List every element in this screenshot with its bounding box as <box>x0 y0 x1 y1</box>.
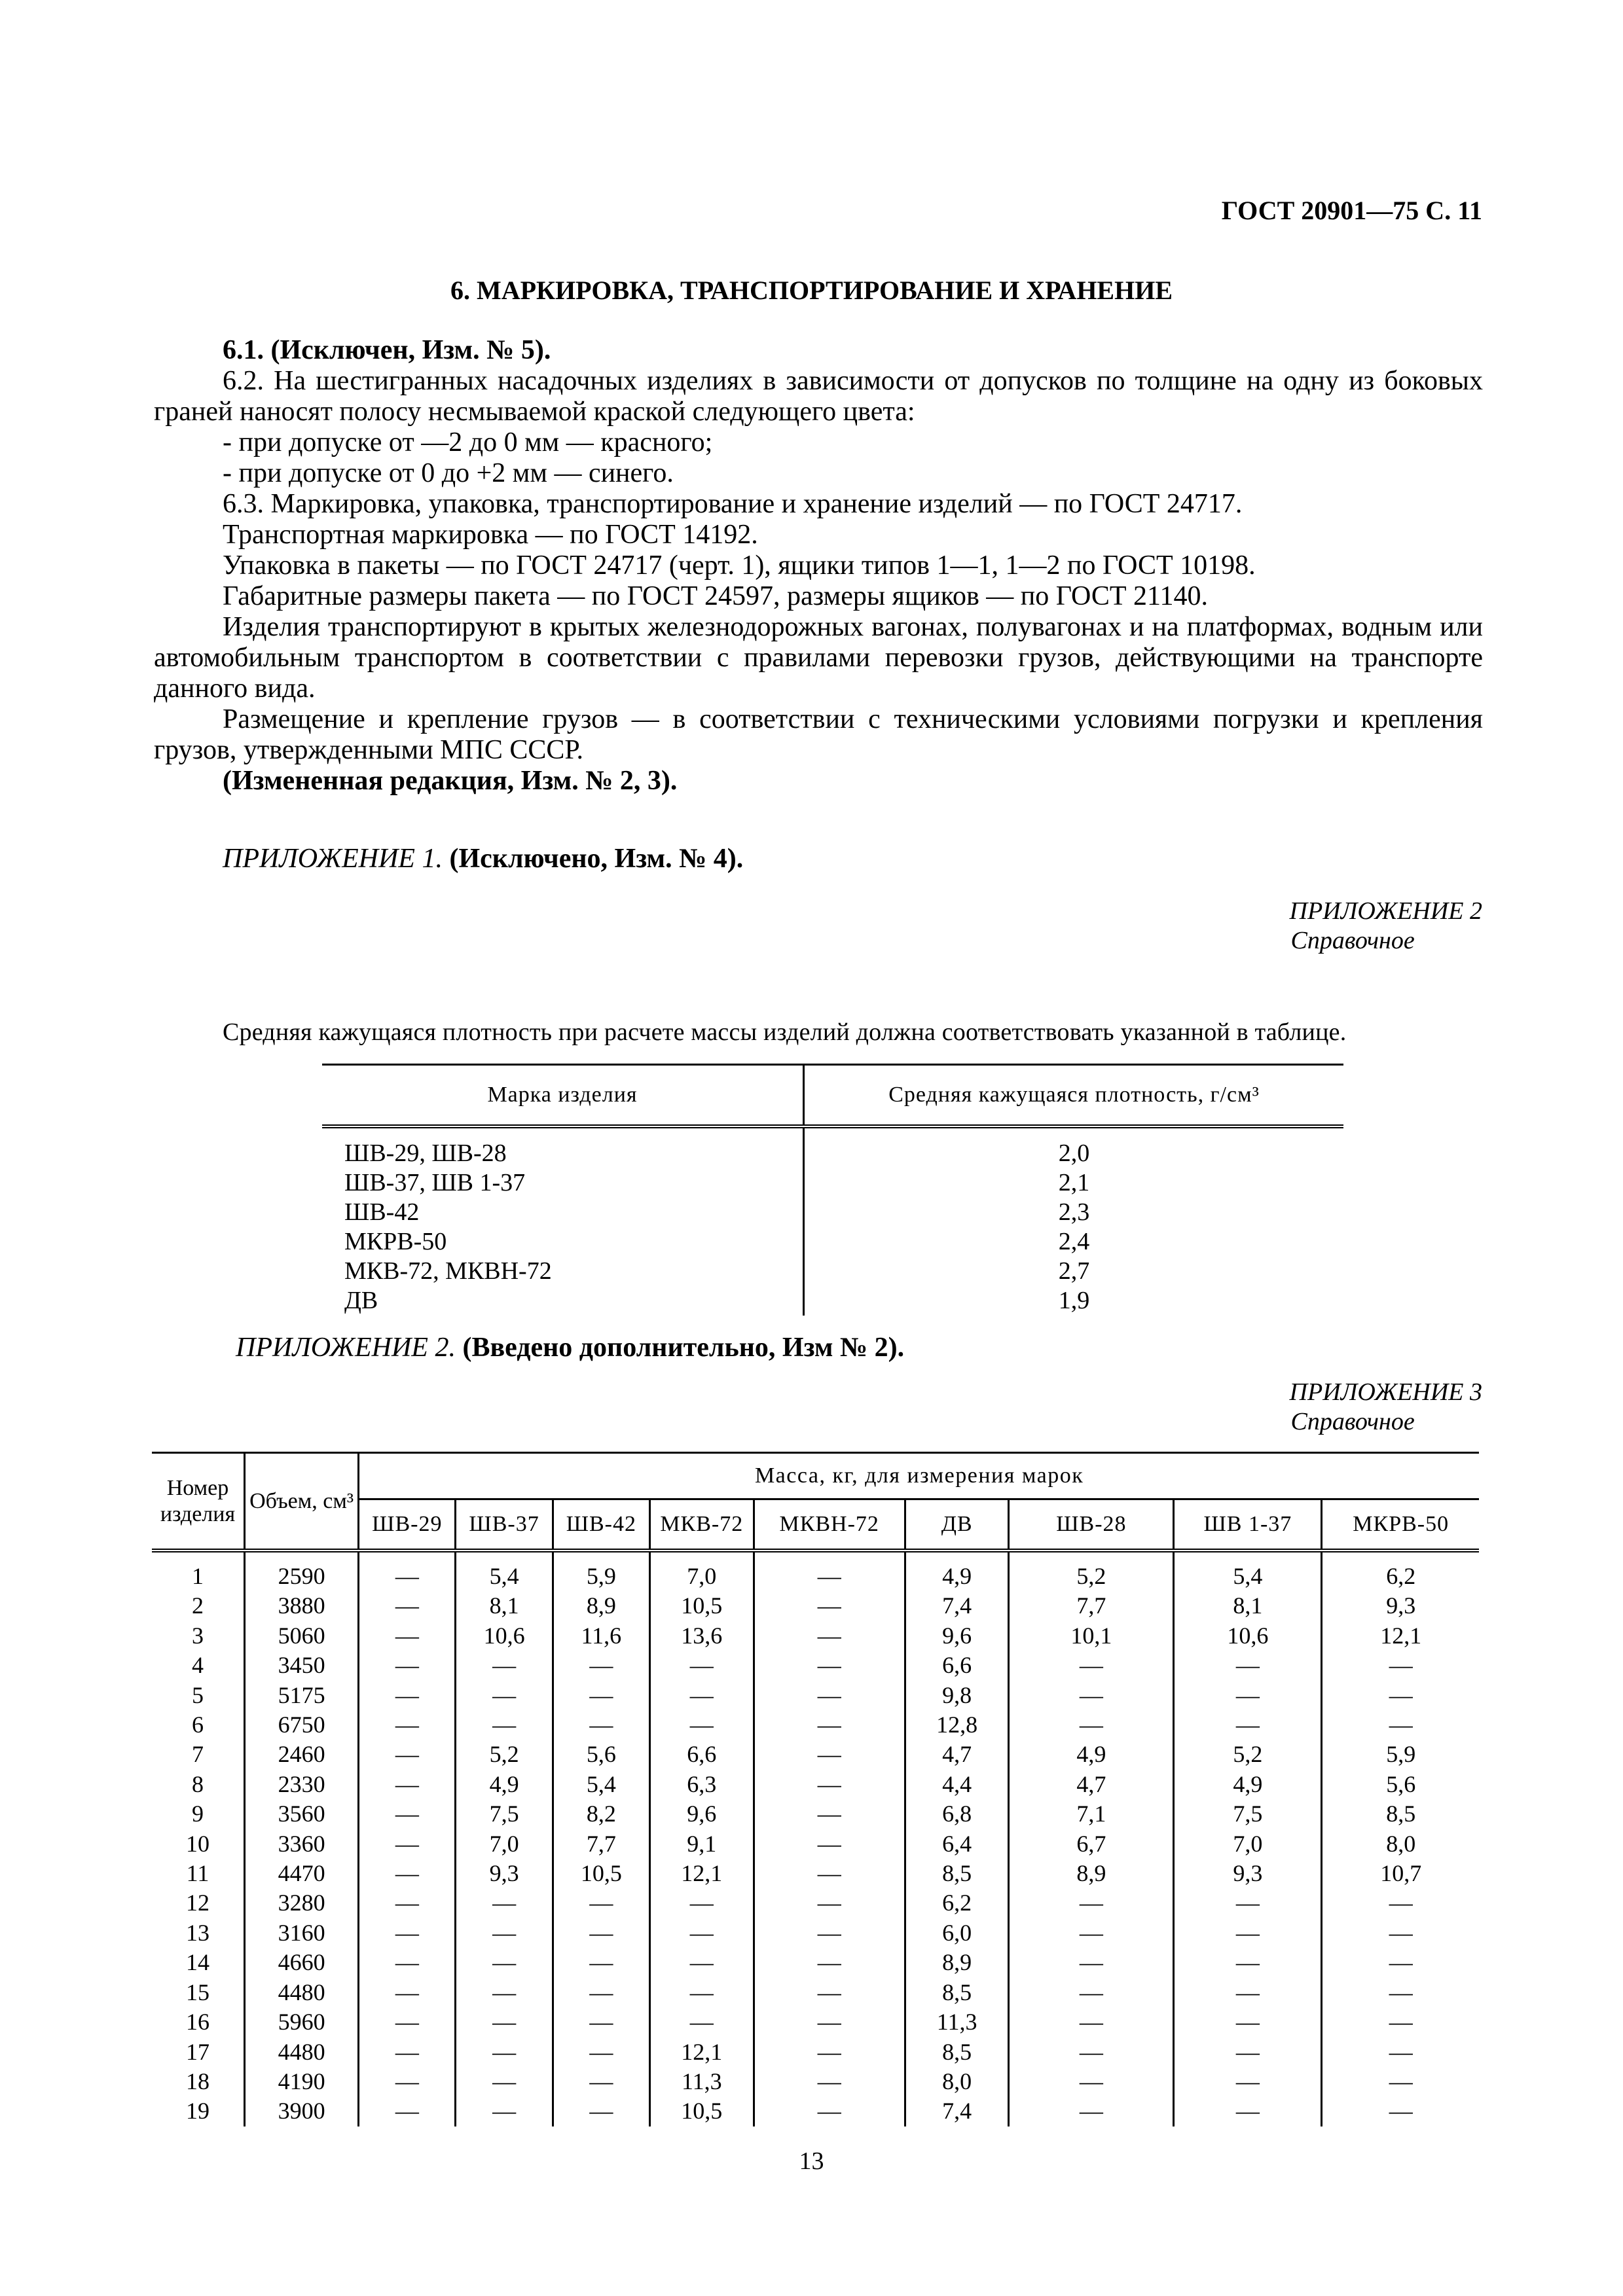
mass-value-cell: 5,9 <box>1322 1740 1479 1769</box>
mass-value-cell: 9,3 <box>456 1859 553 1888</box>
mass-value-cell: 4,9 <box>1174 1770 1322 1799</box>
mass-value-cell: — <box>1174 1681 1322 1710</box>
mass-value-cell: — <box>1322 1948 1479 1977</box>
mass-value-cell: 8,9 <box>905 1948 1009 1977</box>
mass-value-cell: — <box>553 1948 649 1977</box>
mass-value-cell: — <box>456 1710 553 1740</box>
mass-value-cell: 9,8 <box>905 1681 1009 1710</box>
mass-volume-cell: 3360 <box>245 1829 359 1859</box>
mass-value-cell: — <box>649 1948 754 1977</box>
mass-value-cell: — <box>754 1710 905 1740</box>
mass-volume-cell: 3880 <box>245 1591 359 1621</box>
mass-mark-header: ШВ-37 <box>456 1499 553 1551</box>
mass-value-cell: 4,7 <box>905 1740 1009 1769</box>
mass-value-cell: — <box>456 1918 553 1948</box>
mass-value-cell: 8,9 <box>1009 1859 1174 1888</box>
mass-number-cell: 5 <box>192 1681 204 1708</box>
density-col-value: Средняя кажущаяся плотность, г/см³ <box>804 1065 1344 1127</box>
mass-value-cell: — <box>754 1681 905 1710</box>
density-row <box>322 1126 1343 1168</box>
mass-value-cell: 7,0 <box>649 1551 754 1591</box>
mass-value-cell: 11,6 <box>553 1621 649 1651</box>
mass-number-cell: 13 <box>186 1919 210 1946</box>
mass-value-cell: — <box>754 1799 905 1829</box>
mass-value-cell: — <box>359 1551 456 1591</box>
mass-value-cell: — <box>649 2007 754 2037</box>
mass-value-cell: 6,3 <box>649 1770 754 1799</box>
mass-row <box>152 2037 1479 2067</box>
mass-value-cell: 8,9 <box>553 1591 649 1621</box>
density-table <box>322 1064 1343 1316</box>
paragraph-6-2: 6.2. На шестигранных насадочных изделиях в зависимости от допусков по толщине на одну из боковых граней наносят полосу несмываемой краской следующего цвета: <box>154 366 1483 427</box>
mass-value-cell: — <box>754 2037 905 2067</box>
appendix-2-header <box>1290 897 1482 956</box>
mass-value-cell: — <box>649 1651 754 1680</box>
mass-value-cell: — <box>754 1888 905 1918</box>
density-row <box>322 1286 1343 1316</box>
mass-value-cell: 10,5 <box>649 2096 754 2126</box>
mass-value-cell: 8,0 <box>905 2067 1009 2096</box>
mass-value-cell: — <box>1322 2067 1479 2096</box>
paragraph-6-3-packing: Упаковка в пакеты — по ГОСТ 24717 (черт. 1), ящики типов 1—1, 1—2 по ГОСТ 10198. <box>223 550 1256 581</box>
mass-value-cell: 9,1 <box>649 1829 754 1859</box>
mass-value-cell: — <box>1009 1888 1174 1918</box>
mass-value-cell: 7,7 <box>553 1829 649 1859</box>
mass-value-cell: — <box>649 1978 754 2007</box>
mass-value-cell: — <box>1174 1651 1322 1680</box>
mass-mark-header: ШВ-42 <box>553 1499 649 1551</box>
mass-value-cell: 5,4 <box>1174 1551 1322 1591</box>
mass-value-cell: — <box>553 1710 649 1740</box>
mass-volume-cell: 4660 <box>245 1948 359 1977</box>
mass-value-cell: — <box>1322 2037 1479 2067</box>
mass-value-cell: — <box>1322 1918 1479 1948</box>
mass-value-cell: — <box>359 1621 456 1651</box>
mass-value-cell: — <box>1174 1710 1322 1740</box>
mass-value-cell: 5,2 <box>456 1740 553 1769</box>
mass-value-cell: — <box>649 1710 754 1740</box>
density-row <box>322 1257 1343 1286</box>
mass-value-cell: 10,6 <box>456 1621 553 1651</box>
density-mark-cell: МКРВ-50 <box>322 1227 804 1257</box>
mass-value-cell: — <box>649 1918 754 1948</box>
mass-value-cell: 4,9 <box>905 1551 1009 1591</box>
mass-value-cell: — <box>1009 1681 1174 1710</box>
mass-value-cell: — <box>754 1740 905 1769</box>
mass-value-cell: 7,5 <box>1174 1799 1322 1829</box>
mass-number-cell: 9 <box>192 1801 204 1827</box>
mass-value-cell: 8,0 <box>1322 1829 1479 1859</box>
mass-value-cell: — <box>1322 2096 1479 2126</box>
mass-volume-cell: 3450 <box>245 1651 359 1680</box>
mass-value-cell: 6,6 <box>905 1651 1009 1680</box>
appendix-2-intro: Средняя кажущаяся плотность при расчете массы изделий должна соответствовать указанной в таблице. <box>223 1018 1347 1046</box>
mass-volume-cell: 5060 <box>245 1621 359 1651</box>
density-row <box>322 1168 1343 1198</box>
mass-value-cell: 10,6 <box>1174 1621 1322 1651</box>
appendix-3-type: Справочное <box>1290 1408 1415 1435</box>
mass-value-cell: — <box>1322 1710 1479 1740</box>
mass-value-cell: 6,4 <box>905 1829 1009 1859</box>
mass-row <box>152 1948 1479 1977</box>
mass-number-cell: 6 <box>192 1712 204 1738</box>
mass-value-cell: — <box>1009 1948 1174 1977</box>
mass-row <box>152 1551 1479 1591</box>
mass-value-cell: — <box>1174 2007 1322 2037</box>
mass-value-cell: — <box>1322 1681 1479 1710</box>
mass-value-cell: 9,6 <box>649 1799 754 1829</box>
mass-value-cell: 12,1 <box>649 1859 754 1888</box>
mass-number-cell: 12 <box>186 1890 210 1916</box>
mass-mark-header: МКВН-72 <box>754 1499 905 1551</box>
mass-value-cell: — <box>1174 2037 1322 2067</box>
appendix-2-label: ПРИЛОЖЕНИЕ 2 <box>1289 897 1482 925</box>
mass-number-cell: 1 <box>192 1563 204 1589</box>
mass-value-cell: — <box>553 1978 649 2007</box>
mass-value-cell: — <box>359 1770 456 1799</box>
mass-number-cell: 19 <box>186 2098 210 2125</box>
mass-volume-cell: 3280 <box>245 1888 359 1918</box>
mass-value-cell: — <box>359 1651 456 1680</box>
appendix-3-header <box>1290 1378 1482 1437</box>
mass-value-cell: — <box>1174 1888 1322 1918</box>
mass-value-cell: — <box>359 1948 456 1977</box>
mass-number-cell: 18 <box>186 2068 210 2094</box>
mass-row <box>152 1978 1479 2007</box>
density-mark-cell: ШВ-29, ШВ-28 <box>322 1126 804 1168</box>
mass-value-cell: 8,1 <box>456 1591 553 1621</box>
mass-row <box>152 2007 1479 2037</box>
mass-value-cell: 4,4 <box>905 1770 1009 1799</box>
mass-row <box>152 2067 1479 2096</box>
mass-value-cell: 8,5 <box>905 1859 1009 1888</box>
mass-value-cell: — <box>456 2007 553 2037</box>
mass-value-cell: 8,1 <box>1174 1591 1322 1621</box>
mass-value-cell: — <box>1174 2067 1322 2096</box>
mass-mark-header: ШВ-29 <box>359 1499 456 1551</box>
mass-value-cell: — <box>456 2037 553 2067</box>
mass-value-cell: — <box>649 1681 754 1710</box>
mass-value-cell: — <box>456 1681 553 1710</box>
mass-value-cell: 5,4 <box>553 1770 649 1799</box>
mass-mark-header: ДВ <box>905 1499 1009 1551</box>
appendix-2-type: Справочное <box>1290 927 1415 954</box>
mass-value-cell: — <box>553 1651 649 1680</box>
mass-row <box>152 1799 1479 1829</box>
mass-value-cell: — <box>359 1799 456 1829</box>
mass-row <box>152 1770 1479 1799</box>
paragraph-6-3-amendment: (Измененная редакция, Изм. № 2, 3). <box>223 766 678 796</box>
mass-row <box>152 1918 1479 1948</box>
mass-value-cell: 5,9 <box>553 1551 649 1591</box>
mass-value-cell: — <box>1174 1948 1322 1977</box>
mass-value-cell: 9,6 <box>905 1621 1009 1651</box>
appendix-1-line <box>223 843 743 874</box>
mass-number-cell: 10 <box>186 1830 210 1857</box>
density-row <box>322 1227 1343 1257</box>
mass-value-cell: — <box>754 1770 905 1799</box>
mass-value-cell: — <box>1009 2096 1174 2126</box>
mass-value-cell: 10,7 <box>1322 1859 1479 1888</box>
mass-value-cell: 9,3 <box>1174 1859 1322 1888</box>
mass-row <box>152 1651 1479 1680</box>
mass-value-cell: 12,1 <box>649 2037 754 2067</box>
mass-value-cell: — <box>456 2067 553 2096</box>
mass-value-cell: 10,5 <box>649 1591 754 1621</box>
mass-value-cell: 7,4 <box>905 1591 1009 1621</box>
mass-row <box>152 1710 1479 1740</box>
paragraph-6-2-blue: - при допуске от 0 до +2 мм — синего. <box>223 458 674 488</box>
appendix-2-note-line <box>236 1332 904 1363</box>
mass-volume-cell: 5960 <box>245 2007 359 2037</box>
mass-volume-cell: 3900 <box>245 2096 359 2126</box>
paragraph-6-3-placement: Размещение и крепление грузов — в соответствии с техническими условиями погрузки и крепления грузов, утвержденными МПС СССР. <box>154 704 1483 765</box>
appendix-3-label: ПРИЛОЖЕНИЕ 3 <box>1289 1378 1482 1406</box>
mass-mark-header: МКВ-72 <box>649 1499 754 1551</box>
mass-value-cell: — <box>1174 1978 1322 2007</box>
appendix-1-label: ПРИЛОЖЕНИЕ 1. <box>223 844 443 874</box>
mass-row <box>152 1591 1479 1621</box>
mass-value-cell: — <box>1322 2007 1479 2037</box>
density-mark-cell: ДВ <box>322 1286 804 1316</box>
density-mark-cell: МКВ-72, МКВН-72 <box>322 1257 804 1286</box>
mass-value-cell: — <box>754 1621 905 1651</box>
mass-row <box>152 1681 1479 1710</box>
appendix-1-note: (Исключено, Изм. № 4). <box>449 844 744 874</box>
mass-value-cell: — <box>1322 1651 1479 1680</box>
mass-value-cell: — <box>754 1551 905 1591</box>
mass-value-cell: — <box>359 2067 456 2096</box>
mass-value-cell: 8,2 <box>553 1799 649 1829</box>
mass-value-cell: — <box>359 1681 456 1710</box>
mass-row <box>152 1740 1479 1769</box>
mass-volume-cell: 4480 <box>245 1978 359 2007</box>
mass-volume-cell: 4470 <box>245 1859 359 1888</box>
mass-value-cell: — <box>553 1681 649 1710</box>
mass-value-cell: — <box>1009 1978 1174 2007</box>
mass-value-cell: 7,0 <box>456 1829 553 1859</box>
mass-value-cell: 7,1 <box>1009 1799 1174 1829</box>
density-value-cell: 1,9 <box>1058 1287 1090 1314</box>
mass-value-cell: — <box>1009 1710 1174 1740</box>
page-number: 13 <box>799 2147 824 2175</box>
mass-value-cell: — <box>1009 2007 1174 2037</box>
density-value-cell: 2,0 <box>1058 1139 1090 1167</box>
mass-value-cell: — <box>359 1710 456 1740</box>
mass-col-number: Номер изделия <box>152 1453 245 1551</box>
section-title: 6. МАРКИРОВКА, ТРАНСПОРТИРОВАНИЕ И ХРАНЕНИЕ <box>450 276 1173 305</box>
mass-value-cell: 5,4 <box>456 1551 553 1591</box>
mass-value-cell: — <box>359 1740 456 1769</box>
mass-value-cell: — <box>1009 1918 1174 1948</box>
density-table-body <box>322 1126 1343 1316</box>
paragraph-6-3: 6.3. Маркировка, упаковка, транспортирование и хранение изделий — по ГОСТ 24717. <box>223 489 1243 519</box>
mass-volume-cell: 6750 <box>245 1710 359 1740</box>
mass-mark-header: ШВ-28 <box>1009 1499 1174 1551</box>
paragraph-6-3-dimensions: Габаритные размеры пакета — по ГОСТ 24597, размеры ящиков — по ГОСТ 21140. <box>223 581 1208 611</box>
mass-value-cell: 12,8 <box>905 1710 1009 1740</box>
mass-value-cell: — <box>1009 2067 1174 2096</box>
mass-value-cell: — <box>359 1918 456 1948</box>
density-mark-cell: ШВ-42 <box>322 1198 804 1227</box>
density-value-cell: 2,4 <box>1058 1228 1090 1255</box>
mass-value-cell: — <box>456 1651 553 1680</box>
mass-value-cell: 10,5 <box>553 1859 649 1888</box>
mass-value-cell: — <box>553 2007 649 2037</box>
mass-value-cell: 6,6 <box>649 1740 754 1769</box>
paragraph-6-3-marking: Транспортная маркировка — по ГОСТ 14192. <box>223 520 758 550</box>
mass-value-cell: — <box>1174 2096 1322 2126</box>
mass-value-cell: — <box>359 2096 456 2126</box>
mass-value-cell: 4,7 <box>1009 1770 1174 1799</box>
mass-row <box>152 1621 1479 1651</box>
mass-value-cell: 12,1 <box>1322 1621 1479 1651</box>
mass-value-cell: — <box>754 2067 905 2096</box>
appendix-2-note-label: ПРИЛОЖЕНИЕ 2. <box>236 1333 456 1363</box>
mass-value-cell: — <box>1009 2037 1174 2067</box>
mass-number-cell: 15 <box>186 1979 210 2005</box>
mass-value-cell: — <box>754 1859 905 1888</box>
mass-value-cell: — <box>754 1829 905 1859</box>
mass-value-cell: 9,3 <box>1322 1591 1479 1621</box>
mass-value-cell: 8,5 <box>905 1978 1009 2007</box>
mass-volume-cell: 5175 <box>245 1681 359 1710</box>
density-mark-cell: ШВ-37, ШВ 1-37 <box>322 1168 804 1198</box>
mass-value-cell: 5,6 <box>553 1740 649 1769</box>
mass-value-cell: 6,7 <box>1009 1829 1174 1859</box>
mass-value-cell: — <box>456 2096 553 2126</box>
mass-value-cell: — <box>553 2037 649 2067</box>
mass-value-cell: — <box>754 1651 905 1680</box>
mass-volume-cell: 3160 <box>245 1918 359 1948</box>
mass-value-cell: — <box>649 1888 754 1918</box>
mass-value-cell: — <box>553 2096 649 2126</box>
density-col-mark: Марка изделия <box>322 1065 804 1127</box>
mass-number-cell: 17 <box>186 2038 210 2065</box>
mass-value-cell: — <box>456 1888 553 1918</box>
mass-row <box>152 1859 1479 1888</box>
mass-value-cell: — <box>359 2037 456 2067</box>
mass-value-cell: 6,2 <box>905 1888 1009 1918</box>
mass-row <box>152 1829 1479 1859</box>
mass-value-cell: — <box>754 1948 905 1977</box>
mass-col-volume: Объем, см³ <box>245 1453 359 1551</box>
mass-value-cell: 6,8 <box>905 1799 1009 1829</box>
section-body <box>154 335 1483 797</box>
mass-value-cell: 5,6 <box>1322 1770 1479 1799</box>
mass-value-cell: — <box>359 1888 456 1918</box>
mass-value-cell: — <box>1322 1978 1479 2007</box>
mass-value-cell: — <box>754 1978 905 2007</box>
mass-row <box>152 1888 1479 1918</box>
mass-value-cell: 6,2 <box>1322 1551 1479 1591</box>
mass-table <box>152 1452 1479 2126</box>
mass-mark-header: МКРВ-50 <box>1322 1499 1479 1551</box>
mass-value-cell: — <box>1009 1651 1174 1680</box>
mass-value-cell: — <box>754 1918 905 1948</box>
density-value-cell: 2,7 <box>1058 1257 1090 1285</box>
mass-volume-cell: 2330 <box>245 1770 359 1799</box>
mass-value-cell: — <box>359 1591 456 1621</box>
mass-value-cell: — <box>553 1888 649 1918</box>
mass-row <box>152 2096 1479 2126</box>
mass-value-cell: — <box>359 1859 456 1888</box>
mass-value-cell: 7,5 <box>456 1799 553 1829</box>
mass-value-cell: — <box>754 2096 905 2126</box>
mass-value-cell: 7,4 <box>905 2096 1009 2126</box>
density-value-cell: 2,1 <box>1058 1169 1090 1196</box>
mass-value-cell: 4,9 <box>456 1770 553 1799</box>
paragraph-6-3-transport: Изделия транспортируют в крытых железнодорожных вагонах, полувагонах и на платформах, водным или автомобильным транспортом в соответствии с правилами перевозки грузов, действующими на транспорте данного вида. <box>154 612 1483 704</box>
mass-volume-cell: 2460 <box>245 1740 359 1769</box>
mass-value-cell: — <box>754 1591 905 1621</box>
mass-value-cell: — <box>754 2007 905 2037</box>
mass-value-cell: 5,2 <box>1009 1551 1174 1591</box>
mass-number-cell: 11 <box>186 1860 210 1887</box>
mass-value-cell: — <box>359 2007 456 2037</box>
mass-value-cell: 8,5 <box>1322 1799 1479 1829</box>
density-row <box>322 1198 1343 1227</box>
mass-value-cell: — <box>456 1948 553 1977</box>
mass-value-cell: 11,3 <box>649 2067 754 2096</box>
density-value-cell: 2,3 <box>1058 1198 1090 1226</box>
page-header: ГОСТ 20901—75 С. 11 <box>1221 196 1482 225</box>
mass-value-cell: 5,2 <box>1174 1740 1322 1769</box>
mass-number-cell: 2 <box>192 1592 204 1619</box>
mass-value-cell: 7,7 <box>1009 1591 1174 1621</box>
mass-value-cell: — <box>359 1829 456 1859</box>
mass-value-cell: — <box>553 2067 649 2096</box>
mass-value-cell: 8,5 <box>905 2037 1009 2067</box>
mass-value-cell: — <box>359 1978 456 2007</box>
mass-col-group: Масса, кг, для измерения марок <box>359 1453 1479 1499</box>
mass-mark-header: ШВ 1-37 <box>1174 1499 1322 1551</box>
appendix-2-note: (Введено дополнительно, Изм № 2). <box>462 1333 905 1363</box>
mass-number-cell: 3 <box>192 1622 204 1649</box>
mass-volume-cell: 2590 <box>245 1551 359 1591</box>
mass-number-cell: 14 <box>186 1949 210 1976</box>
mass-value-cell: 7,0 <box>1174 1829 1322 1859</box>
mass-volume-cell: 4480 <box>245 2037 359 2067</box>
mass-value-cell: 11,3 <box>905 2007 1009 2037</box>
mass-table-body <box>152 1551 1479 2126</box>
mass-value-cell: — <box>1174 1918 1322 1948</box>
mass-value-cell: — <box>1322 1888 1479 1918</box>
mass-volume-cell: 3560 <box>245 1799 359 1829</box>
mass-value-cell: 6,0 <box>905 1918 1009 1948</box>
mass-number-cell: 7 <box>192 1741 204 1768</box>
mass-value-cell: 13,6 <box>649 1621 754 1651</box>
mass-value-cell: — <box>553 1918 649 1948</box>
mass-number-cell: 8 <box>192 1770 204 1797</box>
mass-value-cell: 10,1 <box>1009 1621 1174 1651</box>
paragraph-6-2-red: - при допуске от —2 до 0 мм — красного; <box>223 427 713 457</box>
mass-number-cell: 16 <box>186 2009 210 2036</box>
paragraph-6-1: 6.1. (Исключен, Изм. № 5). <box>223 335 551 365</box>
mass-volume-cell: 4190 <box>245 2067 359 2096</box>
mass-value-cell: 4,9 <box>1009 1740 1174 1769</box>
mass-value-cell: — <box>456 1978 553 2007</box>
mass-number-cell: 4 <box>192 1652 204 1679</box>
